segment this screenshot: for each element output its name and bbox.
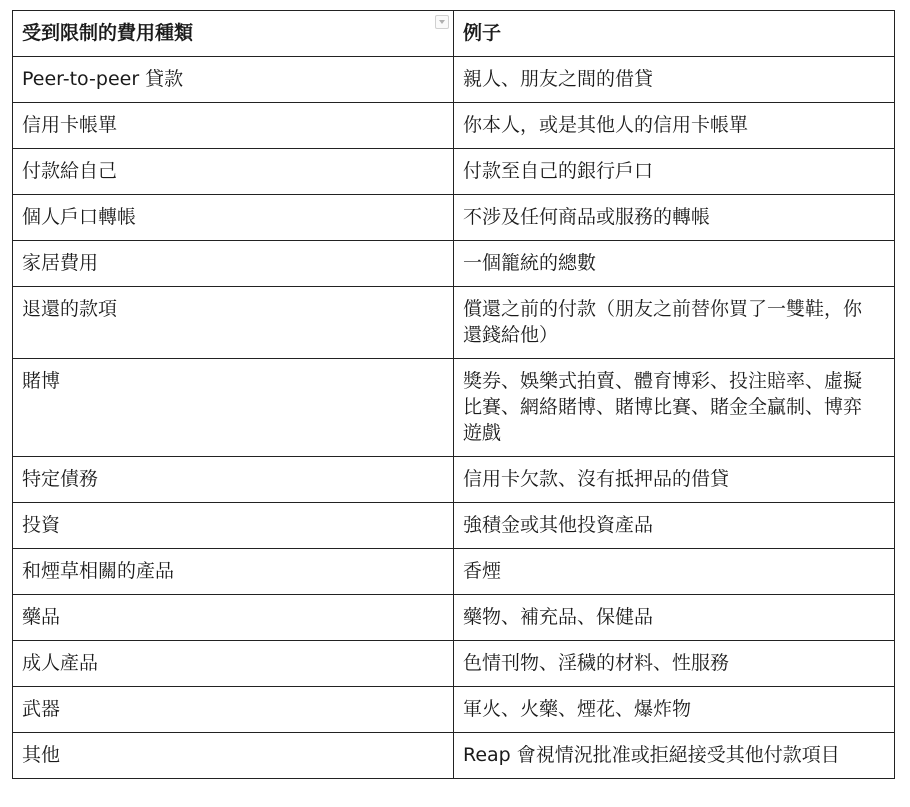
example-cell: 藥物、補充品、保健品 (454, 595, 895, 641)
category-cell: 其他 (13, 733, 454, 779)
example-cell: 付款至自己的銀行戶口 (454, 149, 895, 195)
category-cell: 和煙草相關的產品 (13, 549, 454, 595)
table-row (13, 103, 895, 149)
column-dropdown-icon[interactable] (435, 15, 449, 29)
table-row (13, 503, 895, 549)
example-cell: 親人、朋友之間的借貸 (454, 57, 895, 103)
restricted-expenses-table-container (12, 10, 894, 779)
category-cell: 武器 (13, 687, 454, 733)
table-row (13, 57, 895, 103)
example-cell: 你本人，或是其他人的信用卡帳單 (454, 103, 895, 149)
table-row (13, 687, 895, 733)
example-cell: 獎券、娛樂式拍賣、體育博彩、投注賠率、虛擬比賽、網絡賭博、賭博比賽、賭金全贏制、博弈遊戲 (454, 359, 895, 457)
example-cell: 償還之前的付款（朋友之前替你買了一雙鞋，你還錢給他） (454, 287, 895, 359)
header-example (454, 11, 895, 57)
category-cell: 投資 (13, 503, 454, 549)
example-cell: 一個籠統的總數 (454, 241, 895, 287)
example-cell: 強積金或其他投資產品 (454, 503, 895, 549)
category-cell: 家居費用 (13, 241, 454, 287)
example-cell: 軍火、火藥、煙花、爆炸物 (454, 687, 895, 733)
table-row (13, 195, 895, 241)
table-row (13, 149, 895, 195)
category-cell: 付款給自己 (13, 149, 454, 195)
category-cell: 藥品 (13, 595, 454, 641)
example-cell: 信用卡欠款、沒有抵押品的借貸 (454, 457, 895, 503)
example-cell: 色情刊物、淫穢的材料、性服務 (454, 641, 895, 687)
header-category (13, 11, 454, 57)
example-cell: 香煙 (454, 549, 895, 595)
table-row (13, 287, 895, 359)
header-row (13, 11, 895, 57)
category-cell: 賭博 (13, 359, 454, 457)
category-cell: Peer-to-peer 貸款 (13, 57, 454, 103)
example-cell: 不涉及任何商品或服務的轉帳 (454, 195, 895, 241)
restricted-expenses-table (12, 10, 895, 779)
category-cell: 退還的款項 (13, 287, 454, 359)
table-row (13, 641, 895, 687)
table-row (13, 595, 895, 641)
header-category-label: 受到限制的費用種類 (22, 22, 194, 44)
category-cell: 個人戶口轉帳 (13, 195, 454, 241)
example-cell: Reap 會視情況批准或拒絕接受其他付款項目 (454, 733, 895, 779)
table-row (13, 359, 895, 457)
category-cell: 成人產品 (13, 641, 454, 687)
category-cell: 信用卡帳單 (13, 103, 454, 149)
category-cell: 特定債務 (13, 457, 454, 503)
table-row (13, 241, 895, 287)
table-row (13, 733, 895, 779)
table-row (13, 549, 895, 595)
table-row (13, 457, 895, 503)
header-example-label: 例子 (463, 22, 502, 44)
